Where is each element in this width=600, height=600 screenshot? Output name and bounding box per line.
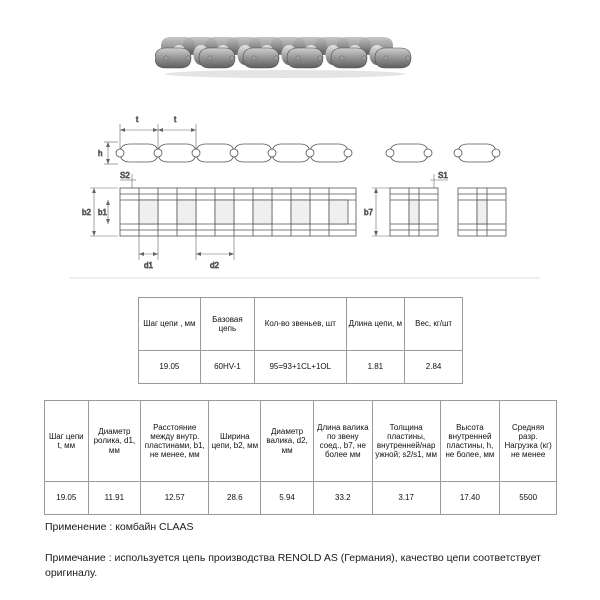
cell-inner-plate-distance: 12.57 (141, 482, 209, 515)
col-pin-diameter: Диаметр валика, d2, мм (261, 401, 314, 482)
notes-section (45, 520, 565, 582)
col-base-chain: Базовая цепь (200, 298, 254, 351)
cell-plate-thickness: 3.17 (372, 482, 440, 515)
table-row (45, 482, 557, 515)
cell-base-chain: 60HV-1 (200, 351, 254, 384)
dimensions-table (44, 400, 557, 515)
basic-spec-table (138, 297, 463, 384)
dim-label-d2: d2 (210, 261, 219, 270)
application-note: Применение : комбайн CLAAS (45, 521, 194, 533)
dim-label-b7: b7 (364, 208, 373, 217)
cell-breaking-load: 5500 (500, 482, 557, 515)
cell-weight: 2.84 (405, 351, 463, 384)
technical-drawing (60, 108, 550, 283)
remark-note: Примечание : используется цепь производства RENOLD AS (Германия), качество цепи соответствует оригиналу. (45, 552, 541, 580)
dim-label-h: h (98, 149, 103, 158)
table-header-row (45, 401, 557, 482)
dim-label-s2: S2 (120, 171, 130, 180)
col-inner-plate-distance: Расстояние между внутр. пластинами, b1, не менее, мм (141, 401, 209, 482)
col-length: Длина цепи, м (346, 298, 405, 351)
cell-link-count: 95=93+1CL+1OL (255, 351, 346, 384)
cell-pitch: 19.05 (139, 351, 201, 384)
dim-label-t2: t (174, 115, 177, 124)
table-row (139, 351, 463, 384)
cell-pin-diameter: 5.94 (261, 482, 314, 515)
dim-label-b2: b2 (82, 208, 91, 217)
col-breaking-load: Средняя разр. Нагрузка (кг) не менее (500, 401, 557, 482)
col-link-count: Кол-во звеньев, шт (255, 298, 346, 351)
chain-photo (155, 28, 415, 90)
dim-label-s1: S1 (438, 171, 448, 180)
col-weight: Вес, кг/шт (405, 298, 463, 351)
col-pitch-t: Шаг цепи t, мм (45, 401, 89, 482)
dim-label-b1: b1 (98, 208, 107, 217)
chain-photo-area (0, 18, 600, 98)
cell-chain-width: 28.6 (209, 482, 261, 515)
cell-pitch-t: 19.05 (45, 482, 89, 515)
cell-plate-height: 17.40 (440, 482, 500, 515)
col-plate-height: Высота внутренней пластины, h, не более, мм (440, 401, 500, 482)
table-header-row (139, 298, 463, 351)
col-chain-width: Ширина цепи, b2, мм (209, 401, 261, 482)
cell-roller-diameter: 11.91 (88, 482, 141, 515)
cell-pin-length: 33.2 (313, 482, 372, 515)
dim-label-t1: t (136, 115, 139, 124)
col-pin-length: Длина валика по звену соед., b7, не более мм (313, 401, 372, 482)
dim-label-d1: d1 (144, 261, 153, 270)
col-roller-diameter: Диаметр ролика, d1, мм (88, 401, 141, 482)
col-pitch: Шаг цепи , мм (139, 298, 201, 351)
col-plate-thickness: Толщина пластины, внутренней/нар ужной; s2/s1, мм (372, 401, 440, 482)
cell-length: 1.81 (346, 351, 405, 384)
